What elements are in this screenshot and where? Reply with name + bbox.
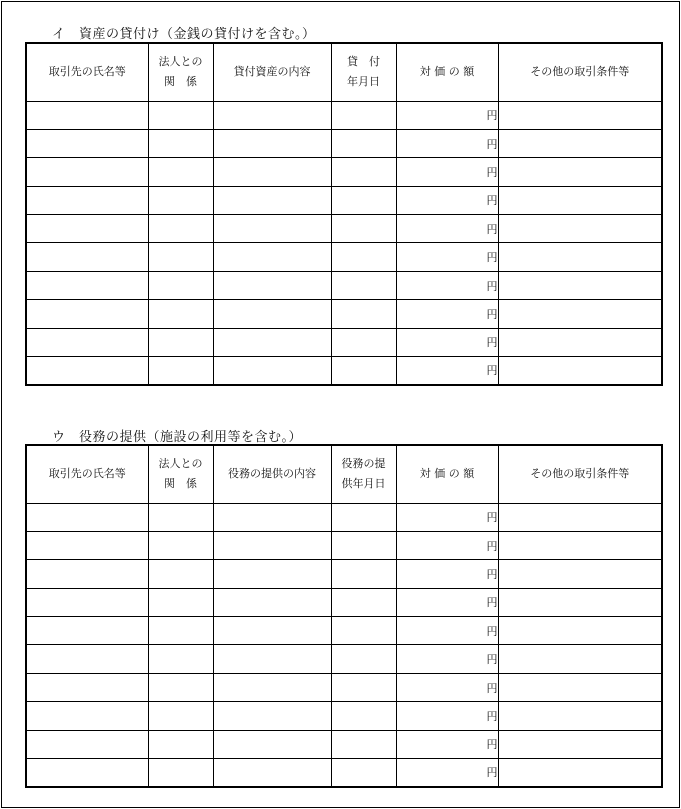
date-cell[interactable] (331, 617, 396, 645)
relation-cell[interactable] (148, 531, 213, 559)
relation-cell[interactable] (148, 617, 213, 645)
amount-cell[interactable]: 円 (396, 328, 498, 356)
header-relation (148, 445, 213, 503)
relation-cell[interactable] (148, 300, 213, 328)
amount-cell[interactable]: 円 (396, 243, 498, 271)
conditions-cell[interactable] (498, 101, 662, 129)
header-amount: 対 価 の 額 (396, 445, 498, 503)
amount-cell[interactable]: 円 (396, 271, 498, 299)
header-relation-line1: 法人との (158, 55, 203, 69)
conditions-cell[interactable] (498, 531, 662, 559)
counterparty-cell[interactable] (26, 588, 148, 616)
table-row (26, 503, 662, 531)
service-provision-rows (26, 503, 662, 787)
amount-cell[interactable]: 円 (396, 357, 498, 385)
date-cell[interactable] (331, 560, 396, 588)
table-header-row (26, 445, 662, 503)
table-row (26, 215, 662, 243)
counterparty-cell[interactable] (26, 357, 148, 385)
date-cell[interactable] (331, 702, 396, 730)
table-header-row (26, 43, 662, 101)
date-cell[interactable] (331, 271, 396, 299)
header-date (331, 445, 396, 503)
conditions-cell[interactable] (498, 357, 662, 385)
conditions-cell[interactable] (498, 186, 662, 214)
amount-cell[interactable]: 円 (396, 158, 498, 186)
table-row (26, 645, 662, 673)
header-counterparty: 取引先の氏名等 (26, 445, 148, 503)
content-cell[interactable] (213, 503, 331, 531)
amount-cell[interactable]: 円 (396, 129, 498, 157)
content-cell[interactable] (213, 531, 331, 559)
counterparty-cell[interactable] (26, 531, 148, 559)
counterparty-cell[interactable] (26, 617, 148, 645)
content-cell[interactable] (213, 673, 331, 701)
content-cell[interactable] (213, 328, 331, 356)
date-cell[interactable] (331, 215, 396, 243)
table-row (26, 702, 662, 730)
header-relation-line2: 関 係 (164, 477, 197, 491)
relation-cell[interactable] (148, 186, 213, 214)
relation-cell[interactable] (148, 357, 213, 385)
amount-cell[interactable]: 円 (396, 673, 498, 701)
date-cell[interactable] (331, 588, 396, 616)
relation-cell[interactable] (148, 129, 213, 157)
counterparty-cell[interactable] (26, 328, 148, 356)
header-amount: 対 価 の 額 (396, 43, 498, 101)
counterparty-cell[interactable] (26, 560, 148, 588)
content-cell[interactable] (213, 300, 331, 328)
conditions-cell[interactable] (498, 243, 662, 271)
conditions-cell[interactable] (498, 503, 662, 531)
table-row (26, 531, 662, 559)
header-date-line2: 供年月日 (341, 477, 386, 491)
counterparty-cell[interactable] (26, 730, 148, 758)
conditions-cell[interactable] (498, 158, 662, 186)
relation-cell[interactable] (148, 759, 213, 787)
header-content: 役務の提供の内容 (213, 445, 331, 503)
conditions-cell[interactable] (498, 300, 662, 328)
relation-cell[interactable] (148, 158, 213, 186)
conditions-cell[interactable] (498, 673, 662, 701)
asset-lending-rows (26, 101, 662, 385)
amount-cell[interactable]: 円 (396, 215, 498, 243)
conditions-cell[interactable] (498, 617, 662, 645)
conditions-cell[interactable] (498, 588, 662, 616)
counterparty-cell[interactable] (26, 186, 148, 214)
content-cell[interactable] (213, 101, 331, 129)
date-cell[interactable] (331, 357, 396, 385)
content-cell[interactable] (213, 645, 331, 673)
header-relation-line2: 関 係 (164, 75, 197, 89)
conditions-cell[interactable] (498, 759, 662, 787)
asset-lending-table (25, 42, 663, 386)
content-cell[interactable] (213, 271, 331, 299)
header-date-line1: 貸 付 (347, 55, 380, 69)
counterparty-cell[interactable] (26, 673, 148, 701)
date-cell[interactable] (331, 129, 396, 157)
date-cell[interactable] (331, 503, 396, 531)
header-conditions: その他の取引条件等 (498, 43, 662, 101)
table-row (26, 588, 662, 616)
counterparty-cell[interactable] (26, 101, 148, 129)
date-cell[interactable] (331, 101, 396, 129)
content-cell[interactable] (213, 357, 331, 385)
date-cell[interactable] (331, 158, 396, 186)
relation-cell[interactable] (148, 271, 213, 299)
table-row (26, 328, 662, 356)
content-cell[interactable] (213, 759, 331, 787)
content-cell[interactable] (213, 129, 331, 157)
table-row (26, 730, 662, 758)
table-row (26, 300, 662, 328)
counterparty-cell[interactable] (26, 503, 148, 531)
conditions-cell[interactable] (498, 560, 662, 588)
table-row (26, 560, 662, 588)
header-content: 貸付資産の内容 (213, 43, 331, 101)
header-conditions: その他の取引条件等 (498, 445, 662, 503)
amount-cell[interactable]: 円 (396, 531, 498, 559)
content-cell[interactable] (213, 730, 331, 758)
table-row (26, 759, 662, 787)
date-cell[interactable] (331, 300, 396, 328)
header-relation-line1: 法人との (158, 457, 203, 471)
relation-cell[interactable] (148, 588, 213, 616)
amount-cell[interactable]: 円 (396, 645, 498, 673)
header-relation (148, 43, 213, 101)
content-cell[interactable] (213, 158, 331, 186)
relation-cell[interactable] (148, 243, 213, 271)
relation-cell[interactable] (148, 673, 213, 701)
relation-cell[interactable] (148, 560, 213, 588)
content-cell[interactable] (213, 243, 331, 271)
date-cell[interactable] (331, 673, 396, 701)
table-row (26, 243, 662, 271)
conditions-cell[interactable] (498, 271, 662, 299)
relation-cell[interactable] (148, 702, 213, 730)
relation-cell[interactable] (148, 215, 213, 243)
counterparty-cell[interactable] (26, 243, 148, 271)
counterparty-cell[interactable] (26, 702, 148, 730)
counterparty-cell[interactable] (26, 215, 148, 243)
counterparty-cell[interactable] (26, 129, 148, 157)
table-row (26, 101, 662, 129)
amount-cell[interactable]: 円 (396, 759, 498, 787)
header-date (331, 43, 396, 101)
amount-cell[interactable]: 円 (396, 617, 498, 645)
conditions-cell[interactable] (498, 645, 662, 673)
content-cell[interactable] (213, 588, 331, 616)
date-cell[interactable] (331, 759, 396, 787)
conditions-cell[interactable] (498, 129, 662, 157)
date-cell[interactable] (331, 645, 396, 673)
conditions-cell[interactable] (498, 215, 662, 243)
date-cell[interactable] (331, 186, 396, 214)
header-date-line2: 年月日 (347, 75, 380, 89)
table-row (26, 673, 662, 701)
date-cell[interactable] (331, 328, 396, 356)
service-provision-table (25, 444, 663, 788)
date-cell[interactable] (331, 531, 396, 559)
counterparty-cell[interactable] (26, 759, 148, 787)
relation-cell[interactable] (148, 645, 213, 673)
header-counterparty: 取引先の氏名等 (26, 43, 148, 101)
amount-cell[interactable]: 円 (396, 560, 498, 588)
header-date-line1: 役務の提 (341, 457, 386, 471)
counterparty-cell[interactable] (26, 158, 148, 186)
relation-cell[interactable] (148, 328, 213, 356)
content-cell[interactable] (213, 560, 331, 588)
relation-cell[interactable] (148, 503, 213, 531)
counterparty-cell[interactable] (26, 645, 148, 673)
counterparty-cell[interactable] (26, 300, 148, 328)
amount-cell[interactable]: 円 (396, 730, 498, 758)
amount-cell[interactable]: 円 (396, 101, 498, 129)
section-title-asset-lending: イ 資産の貸付け（金銭の貸付けを含む。） (52, 27, 316, 42)
amount-cell[interactable]: 円 (396, 503, 498, 531)
relation-cell[interactable] (148, 101, 213, 129)
amount-cell[interactable]: 円 (396, 186, 498, 214)
table-row (26, 271, 662, 299)
relation-cell[interactable] (148, 730, 213, 758)
amount-cell[interactable]: 円 (396, 300, 498, 328)
counterparty-cell[interactable] (26, 271, 148, 299)
section-title-service-provision: ウ 役務の提供（施設の利用等を含む。） (52, 430, 303, 445)
table-row (26, 357, 662, 385)
table-row (26, 158, 662, 186)
conditions-cell[interactable] (498, 328, 662, 356)
conditions-cell[interactable] (498, 730, 662, 758)
date-cell[interactable] (331, 243, 396, 271)
content-cell[interactable] (213, 617, 331, 645)
table-row (26, 129, 662, 157)
table-row (26, 186, 662, 214)
date-cell[interactable] (331, 730, 396, 758)
amount-cell[interactable]: 円 (396, 702, 498, 730)
amount-cell[interactable]: 円 (396, 588, 498, 616)
conditions-cell[interactable] (498, 702, 662, 730)
content-cell[interactable] (213, 702, 331, 730)
content-cell[interactable] (213, 215, 331, 243)
content-cell[interactable] (213, 186, 331, 214)
table-row (26, 617, 662, 645)
